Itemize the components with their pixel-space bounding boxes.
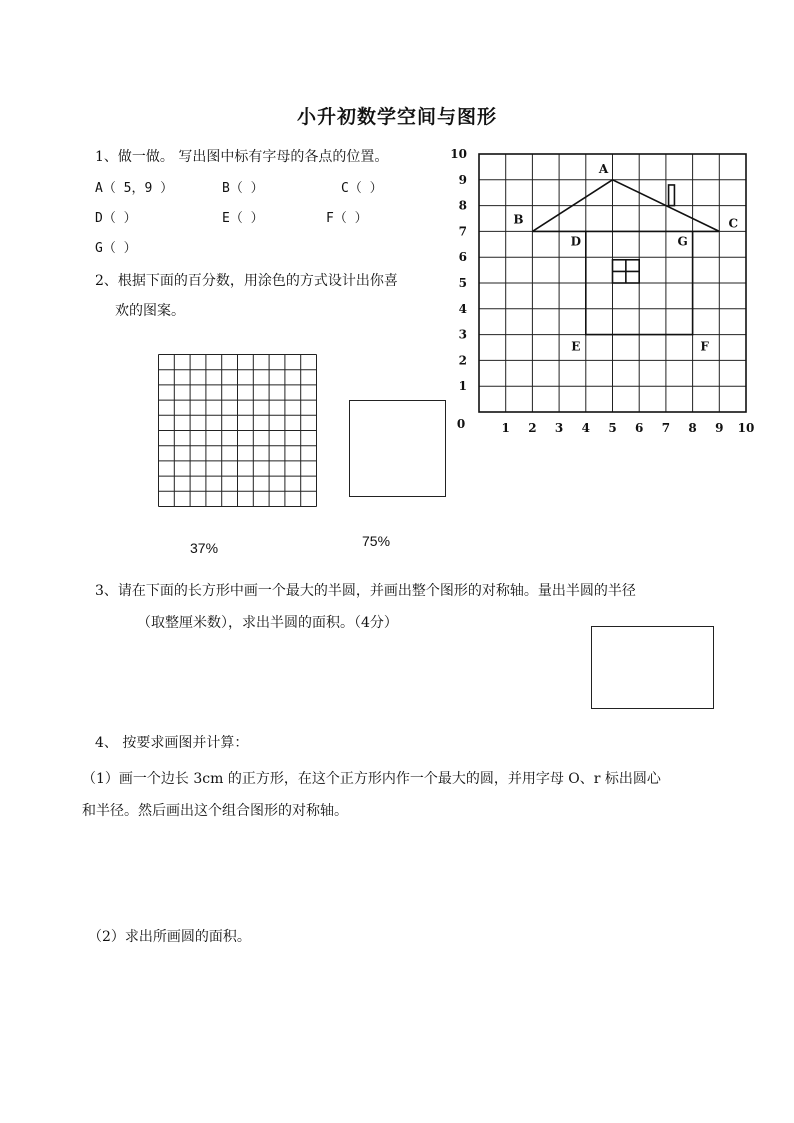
x-axis-tick-label: 6 [635, 421, 644, 435]
percent-label-75: 75% [362, 533, 391, 549]
x-axis-tick-label: 4 [581, 421, 590, 435]
point-label-F: F [700, 339, 709, 354]
point-label-D: D [570, 234, 582, 249]
q1-answer-C[interactable]: C（ ） [341, 181, 383, 196]
point-label-C: C [728, 216, 739, 231]
point-label-E: E [571, 339, 581, 354]
q3-line2: （取整厘米数），求出半圆的面积。（4分） [137, 615, 398, 631]
q4-part1-line2: 和半径。然后画出这个组合图形的对称轴。 [82, 803, 348, 819]
percent-label-37: 37% [190, 540, 219, 556]
q4-part1-line1: （1）画一个边长 3cm 的正方形，在这个正方形内作一个最大的圆，并用字母 O、r 标出圆心 [82, 771, 661, 787]
x-axis-tick-label: 8 [688, 421, 697, 435]
x-axis-tick-label: 7 [661, 421, 671, 435]
y-axis-tick-label: 7 [458, 224, 467, 239]
q4-heading: 4、 按要求画图并计算： [95, 735, 249, 751]
q3-line1: 3、请在下面的长方形中画一个最大的半圆，并画出整个图形的对称轴。量出半圆的半径 [95, 583, 636, 599]
point-label-G: G [677, 234, 688, 249]
x-axis-tick-label: 9 [715, 421, 724, 435]
q1-answer-F[interactable]: F（ ） [326, 211, 368, 226]
q1-answer-A: A（ 5，9 ） [95, 181, 174, 196]
y-axis-tick-label: 5 [458, 276, 467, 290]
coordinate-grid [450, 140, 770, 440]
q1-answer-G[interactable]: G（ ） [95, 241, 137, 256]
q1-answer-E[interactable]: E（ ） [222, 211, 264, 226]
point-label-B: B [513, 212, 524, 227]
y-axis-tick-label: 1 [458, 379, 467, 394]
x-axis-tick-label: 2 [528, 421, 537, 435]
y-axis-tick-label: 3 [458, 327, 467, 342]
y-axis-tick-label: 2 [458, 353, 467, 368]
x-axis-tick-label: 10 [737, 421, 755, 435]
q1-answer-B[interactable]: B（ ） [222, 181, 264, 196]
square-box-75[interactable] [349, 400, 446, 497]
origin-label: 0 [456, 417, 466, 431]
y-axis-tick-label: 10 [450, 147, 467, 161]
q2-prompt-line2: 欢的图案。 [115, 303, 185, 319]
y-axis-tick-label: 6 [458, 250, 467, 265]
percent-grid-37[interactable] [158, 354, 318, 508]
q4-part2: （2）求出所画圆的面积。 [88, 929, 251, 945]
rectangle-box[interactable] [591, 626, 714, 709]
point-label-A: A [598, 161, 609, 176]
x-axis-tick-label: 5 [608, 421, 617, 435]
q2-prompt-line1: 2、根据下面的百分数，用涂色的方式设计出你喜 [95, 273, 398, 289]
q1-answer-D[interactable]: D（ ） [95, 211, 137, 226]
y-axis-tick-label: 9 [458, 172, 467, 187]
y-axis-tick-label: 4 [458, 301, 467, 316]
page-title: 小升初数学空间与图形 [296, 106, 497, 128]
house-chimney [669, 185, 675, 206]
q1-prompt: 1、做一做。 写出图中标有字母的各点的位置。 [95, 149, 389, 165]
x-axis-tick-label: 1 [501, 421, 510, 435]
x-axis-tick-label: 3 [554, 421, 564, 435]
y-axis-tick-label: 8 [458, 198, 467, 213]
